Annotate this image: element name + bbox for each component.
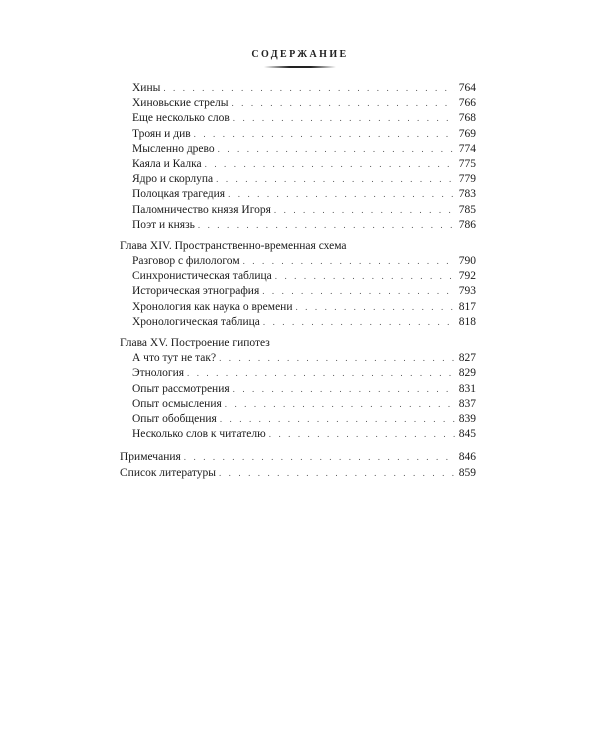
toc-entry-page: 829 <box>458 367 476 380</box>
toc-entry <box>120 366 476 381</box>
toc-entry-page: 817 <box>458 300 476 313</box>
dot-leader <box>225 397 455 412</box>
dot-leader <box>243 254 455 269</box>
toc-entry-title: Хины <box>132 82 161 94</box>
toc-entry-page: 839 <box>458 412 476 425</box>
toc-entry <box>120 427 476 442</box>
toc-entry-page: 837 <box>458 397 476 410</box>
dot-leader <box>187 366 455 381</box>
toc-entry-title: Хронологическая таблица <box>132 315 260 328</box>
toc-entry <box>120 142 476 157</box>
dot-leader <box>198 218 455 233</box>
toc-entry <box>120 187 476 202</box>
toc-entry-page: 818 <box>458 315 476 328</box>
toc-entry-title: Ядро и скорлупа <box>132 173 214 186</box>
toc-entry <box>120 96 476 111</box>
toc-entry <box>120 269 476 284</box>
dot-leader <box>231 96 454 111</box>
toc-entry-title: Несколько слов к читателю <box>132 428 266 441</box>
toc-entry-title: Синхронистическая таблица <box>132 270 272 283</box>
toc-entry-page: 793 <box>458 285 476 298</box>
toc-entry <box>120 382 476 397</box>
dot-leader <box>216 172 455 187</box>
toc-entry-title: Троян и див <box>132 127 191 140</box>
toc-entry-title: А что тут не так? <box>132 352 217 365</box>
toc-entry-page: 786 <box>458 218 476 231</box>
toc-entry-page: 768 <box>458 112 476 125</box>
dot-leader <box>228 187 455 202</box>
dot-leader <box>275 269 455 284</box>
section-gap <box>120 442 476 450</box>
toc-entry-title: Хиновьские стрелы <box>132 97 229 110</box>
toc-entry <box>120 315 476 330</box>
dot-leader <box>262 284 455 299</box>
toc-entry <box>120 172 476 187</box>
toc-entry <box>120 466 476 481</box>
dot-leader <box>233 382 455 397</box>
toc-entry-page: 859 <box>458 466 476 479</box>
toc-entry-title: Еще несколько слов <box>132 112 230 125</box>
toc-entry <box>120 351 476 366</box>
toc-entry <box>120 111 476 126</box>
dot-leader <box>163 81 454 96</box>
toc-entry-page: 764 <box>458 82 476 94</box>
dot-leader <box>219 466 455 481</box>
toc-entry-page: 792 <box>458 270 476 283</box>
toc-entry-title: Опыт обобщения <box>132 412 217 425</box>
toc-entry-page: 845 <box>458 428 476 441</box>
toc-entry-title: Паломничество князя Игоря <box>132 203 271 216</box>
chapter-heading-14: Глава XIV. Пространственно-временная схема <box>120 239 347 252</box>
toc-entry-page: 783 <box>458 188 476 201</box>
dot-leader <box>263 315 455 330</box>
dot-leader <box>233 111 455 126</box>
dot-leader <box>218 142 455 157</box>
dot-leader <box>219 351 455 366</box>
toc-entry <box>120 450 476 465</box>
toc-entry-title: Опыт осмысления <box>132 397 222 410</box>
toc-entry <box>120 254 476 269</box>
toc-entry-page: 775 <box>458 157 476 170</box>
toc-entry <box>120 203 476 218</box>
toc-entry <box>120 127 476 142</box>
dot-leader <box>295 300 454 315</box>
toc-entry-title: Поэт и князь <box>132 218 195 231</box>
toc-entry-page: 785 <box>458 203 476 216</box>
toc-entry <box>120 218 476 233</box>
toc-entry-title: Полоцкая трагедия <box>132 188 226 201</box>
dot-leader <box>184 450 455 465</box>
toc-entry-title: Хронология как наука о времени <box>132 300 293 313</box>
chapter-heading-15: Глава XV. Построение гипотез <box>120 337 270 349</box>
dot-leader <box>220 412 455 427</box>
toc-entry-title: Примечания <box>120 451 181 464</box>
toc-entry-page: 779 <box>458 173 476 186</box>
toc-entry-page: 769 <box>458 127 476 140</box>
toc-entry <box>120 284 476 299</box>
toc-entry-title: Список литературы <box>120 466 216 479</box>
dot-leader <box>274 203 455 218</box>
toc-entry <box>120 412 476 427</box>
toc-entry-page: 774 <box>458 142 476 155</box>
table-of-contents <box>120 81 476 481</box>
dot-leader <box>194 127 455 142</box>
toc-entry-title: Разговор с филологом <box>132 255 240 268</box>
toc-entry <box>120 81 476 96</box>
dot-leader <box>269 427 455 442</box>
toc-entry <box>120 157 476 172</box>
running-head: СОДЕРЖАНИЕ <box>251 49 349 60</box>
toc-entry-title: Историческая этнография <box>132 285 260 298</box>
toc-entry-page: 831 <box>458 382 476 395</box>
toc-entry-title: Мысленно древо <box>132 142 215 155</box>
toc-entry-title: Этнология <box>132 367 185 380</box>
toc-entry-page: 766 <box>458 97 476 110</box>
toc-entry <box>120 300 476 315</box>
dot-leader <box>205 157 455 172</box>
toc-entry-page: 827 <box>458 352 476 365</box>
toc-entry-title: Каяла и Калка <box>132 157 202 170</box>
toc-entry-page: 790 <box>458 255 476 268</box>
header-rule <box>264 66 336 68</box>
toc-entry-title: Опыт рассмотрения <box>132 382 230 395</box>
toc-entry <box>120 397 476 412</box>
toc-entry-page: 846 <box>458 451 476 464</box>
